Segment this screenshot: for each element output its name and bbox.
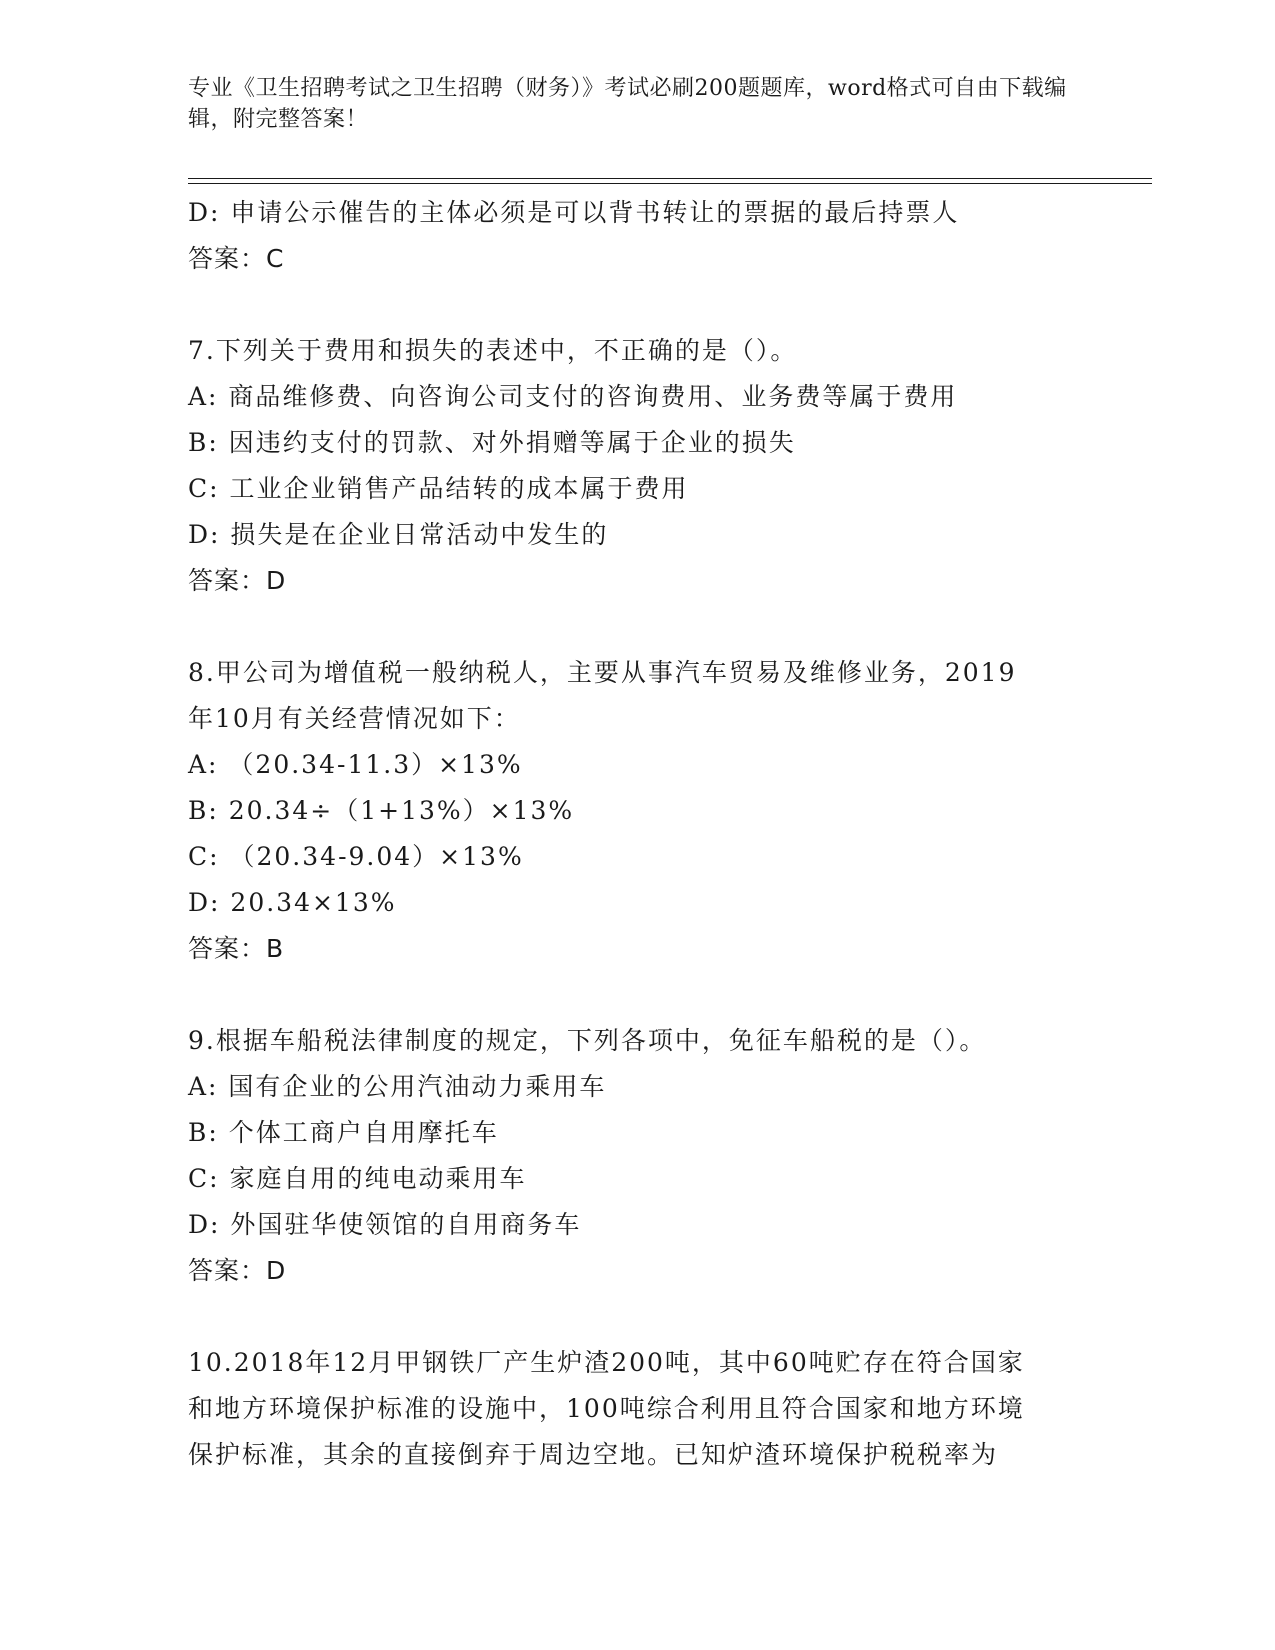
q7-answer: 答案：D <box>188 566 287 595</box>
q9-option-d: D: 外国驻华使领馆的自用商务车 <box>188 1210 582 1239</box>
q9-answer: 答案：D <box>188 1256 287 1285</box>
q7-option-d: D: 损失是在企业日常活动中发生的 <box>188 520 609 549</box>
q6-option-d: D: 申请公示催告的主体必须是可以背书转让的票据的最后持票人 <box>188 198 960 227</box>
q7-question: 7.下列关于费用和损失的表述中，不正确的是（）。 <box>188 336 798 365</box>
q8-question-line1: 8.甲公司为增值税一般纳税人，主要从事汽车贸易及维修业务，2019 <box>188 658 1017 687</box>
q7-option-a: A: 商品维修费、向咨询公司支付的咨询费用、业务费等属于费用 <box>188 382 958 411</box>
header-rule-bottom <box>188 183 1152 184</box>
q8-option-d: D: 20.34×13% <box>188 888 397 917</box>
spacer <box>188 282 1088 328</box>
header-rule-top <box>188 178 1152 179</box>
spacer <box>188 1294 1088 1340</box>
spacer <box>188 604 1088 650</box>
q9-question: 9.根据车船税法律制度的规定，下列各项中，免征车船税的是（）。 <box>188 1026 987 1055</box>
q6-answer: 答案：C <box>188 244 285 273</box>
q9-option-b: B: 个体工商户自用摩托车 <box>188 1118 499 1147</box>
q8-answer: 答案：B <box>188 934 285 963</box>
q9-option-a: A: 国有企业的公用汽油动力乘用车 <box>188 1072 607 1101</box>
q10-question-line3: 保护标准，其余的直接倒弃于周边空地。已知炉渣环境保护税税率为 <box>188 1440 999 1469</box>
q10-question-line2: 和地方环境保护标准的设施中，100吨综合利用且符合国家和地方环境 <box>188 1394 1025 1423</box>
q8-option-a: A: （20.34-11.3）×13% <box>188 750 523 779</box>
q7-option-c: C: 工业企业销售产品结转的成本属于费用 <box>188 474 689 503</box>
spacer <box>188 972 1088 1018</box>
q8-option-c: C: （20.34-9.04）×13% <box>188 842 524 871</box>
question-list <box>188 190 1088 1478</box>
q8-option-b: B: 20.34÷（1+13%）×13% <box>188 796 575 825</box>
document-header: 专业《卫生招聘考试之卫生招聘（财务）》考试必刷200题题库，word格式可自由下载编辑，附完整答案！ <box>188 76 1067 132</box>
q7-option-b: B: 因违约支付的罚款、对外捐赠等属于企业的损失 <box>188 428 796 457</box>
q10-question-line1: 10.2018年12月甲钢铁厂产生炉渣200吨，其中60吨贮存在符合国家 <box>188 1348 1025 1377</box>
q8-question-line2: 年10月有关经营情况如下： <box>188 704 521 733</box>
q9-option-c: C: 家庭自用的纯电动乘用车 <box>188 1164 527 1193</box>
